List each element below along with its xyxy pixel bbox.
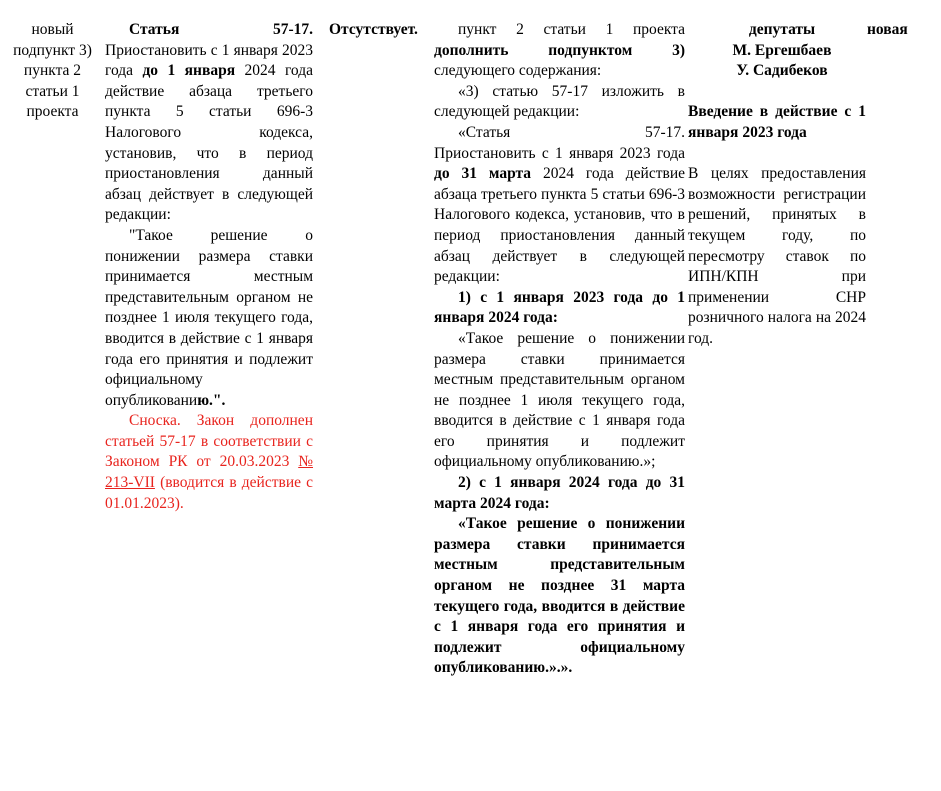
quote-1: «Такое решение о понижении размера ставки принимается местным представительным органом не позднее 1 июля текущего года, вводится в действие с 1 января года его принятия и подлежит официальному опубликованию.»; xyxy=(434,329,685,471)
article-heading-number: 57-17. xyxy=(272,21,313,38)
proposal-intro xyxy=(434,20,685,82)
absent-text: Отсутствует. xyxy=(329,21,418,38)
paragraph-bold-text: до 31 марта xyxy=(434,165,532,183)
quote-2: «Такое решение о понижении размера ставки принимается местным представительным органом не позднее 31 марта текущего года, вводится в действие с 1 января года его принятия и подлежит официальному опубликованию.».». xyxy=(434,515,685,677)
proposal-article-word: «Статья xyxy=(458,123,511,141)
intro-text-end: следующего содержания: xyxy=(434,62,602,80)
article-heading-word: Статья xyxy=(129,21,180,38)
paragraph-text: Приостановить с 1 января 2023 года xyxy=(105,41,313,80)
paragraph-bold-text: до 1 января xyxy=(142,62,236,80)
spacer xyxy=(688,82,866,103)
paragraph-text: Приостановить с 1 января 2023 года xyxy=(434,144,685,162)
quote-text: "Такое решение о понижении размера ставки принимается местным представительным органом не позднее 1 июля текущего года, вводится в действие с 1 января года его принятия и подлежит официальному опубликовани xyxy=(105,226,313,409)
paragraph-text-cont: 2024 года действие абзаца третьего пункта 5 статьи 696-3 Налогового кодекса, установив, что в период приостановления данный абзац действует в следующей редакции: xyxy=(105,62,313,224)
structural-unit-text: новый подпункт 3) пункта 2 статьи 1 проекта xyxy=(13,21,92,121)
column-note xyxy=(867,20,917,41)
subpoint-2: 2) с 1 января 2024 года до 31 марта 2024 года: xyxy=(434,474,685,512)
note-text: новая xyxy=(867,21,908,38)
column-structural-unit xyxy=(4,20,101,123)
column-current-text xyxy=(105,20,313,514)
author-label: депутаты xyxy=(748,21,816,38)
author-name-2: У. Садибеков xyxy=(736,62,828,80)
article-heading xyxy=(105,20,313,41)
quote-bold-ending: ю.". xyxy=(197,391,226,409)
paragraph-text-cont: 2024 года действие абзаца третьего пункта 5 статьи 696-3 Налогового кодекса, установив, что в период приостановления данный абзац действует в следующей редакции: xyxy=(434,165,686,286)
intro-text: пункт 2 статьи 1 проекта xyxy=(458,21,685,38)
proposal-paragraph-3 xyxy=(434,144,685,288)
article-quote xyxy=(105,226,313,411)
intro-bold-text: дополнить подпунктом 3) xyxy=(434,41,685,59)
footnote-text-end: (вводится в действие с 01.01.2023). xyxy=(105,474,313,512)
footnote xyxy=(105,411,313,514)
spacer xyxy=(688,144,866,165)
subpoint-1: 1) с 1 января 2023 года до 1 января 2024 года: xyxy=(434,288,685,327)
reason-text: В целях предоставления возможности регистрации решений, принятых в текущем году, по пересмотру ставок по ИПН/КПН при применении СНР розничного налога на 2024 год. xyxy=(688,165,866,347)
author-name-1: М. Ергешбаев xyxy=(732,41,832,59)
enactment-heading: Введение в действие с 1 января 2023 года xyxy=(688,103,866,141)
article-paragraph xyxy=(105,41,313,226)
law-link[interactable]: № 213-VII xyxy=(105,453,313,492)
footnote-text: Сноска. Закон дополнен статьей 57-17 в соответствии с Законом РК от 20.03.2023 xyxy=(105,412,313,471)
column-proposed-text xyxy=(434,20,685,679)
proposal-paragraph-2: «3) статью 57-17 изложить в следующей редакции: xyxy=(434,82,685,121)
column-author-and-reason xyxy=(688,20,866,350)
proposal-article-number: 57-17. xyxy=(644,123,685,141)
column-previous-text xyxy=(329,20,427,41)
proposal-article-heading xyxy=(434,123,685,144)
